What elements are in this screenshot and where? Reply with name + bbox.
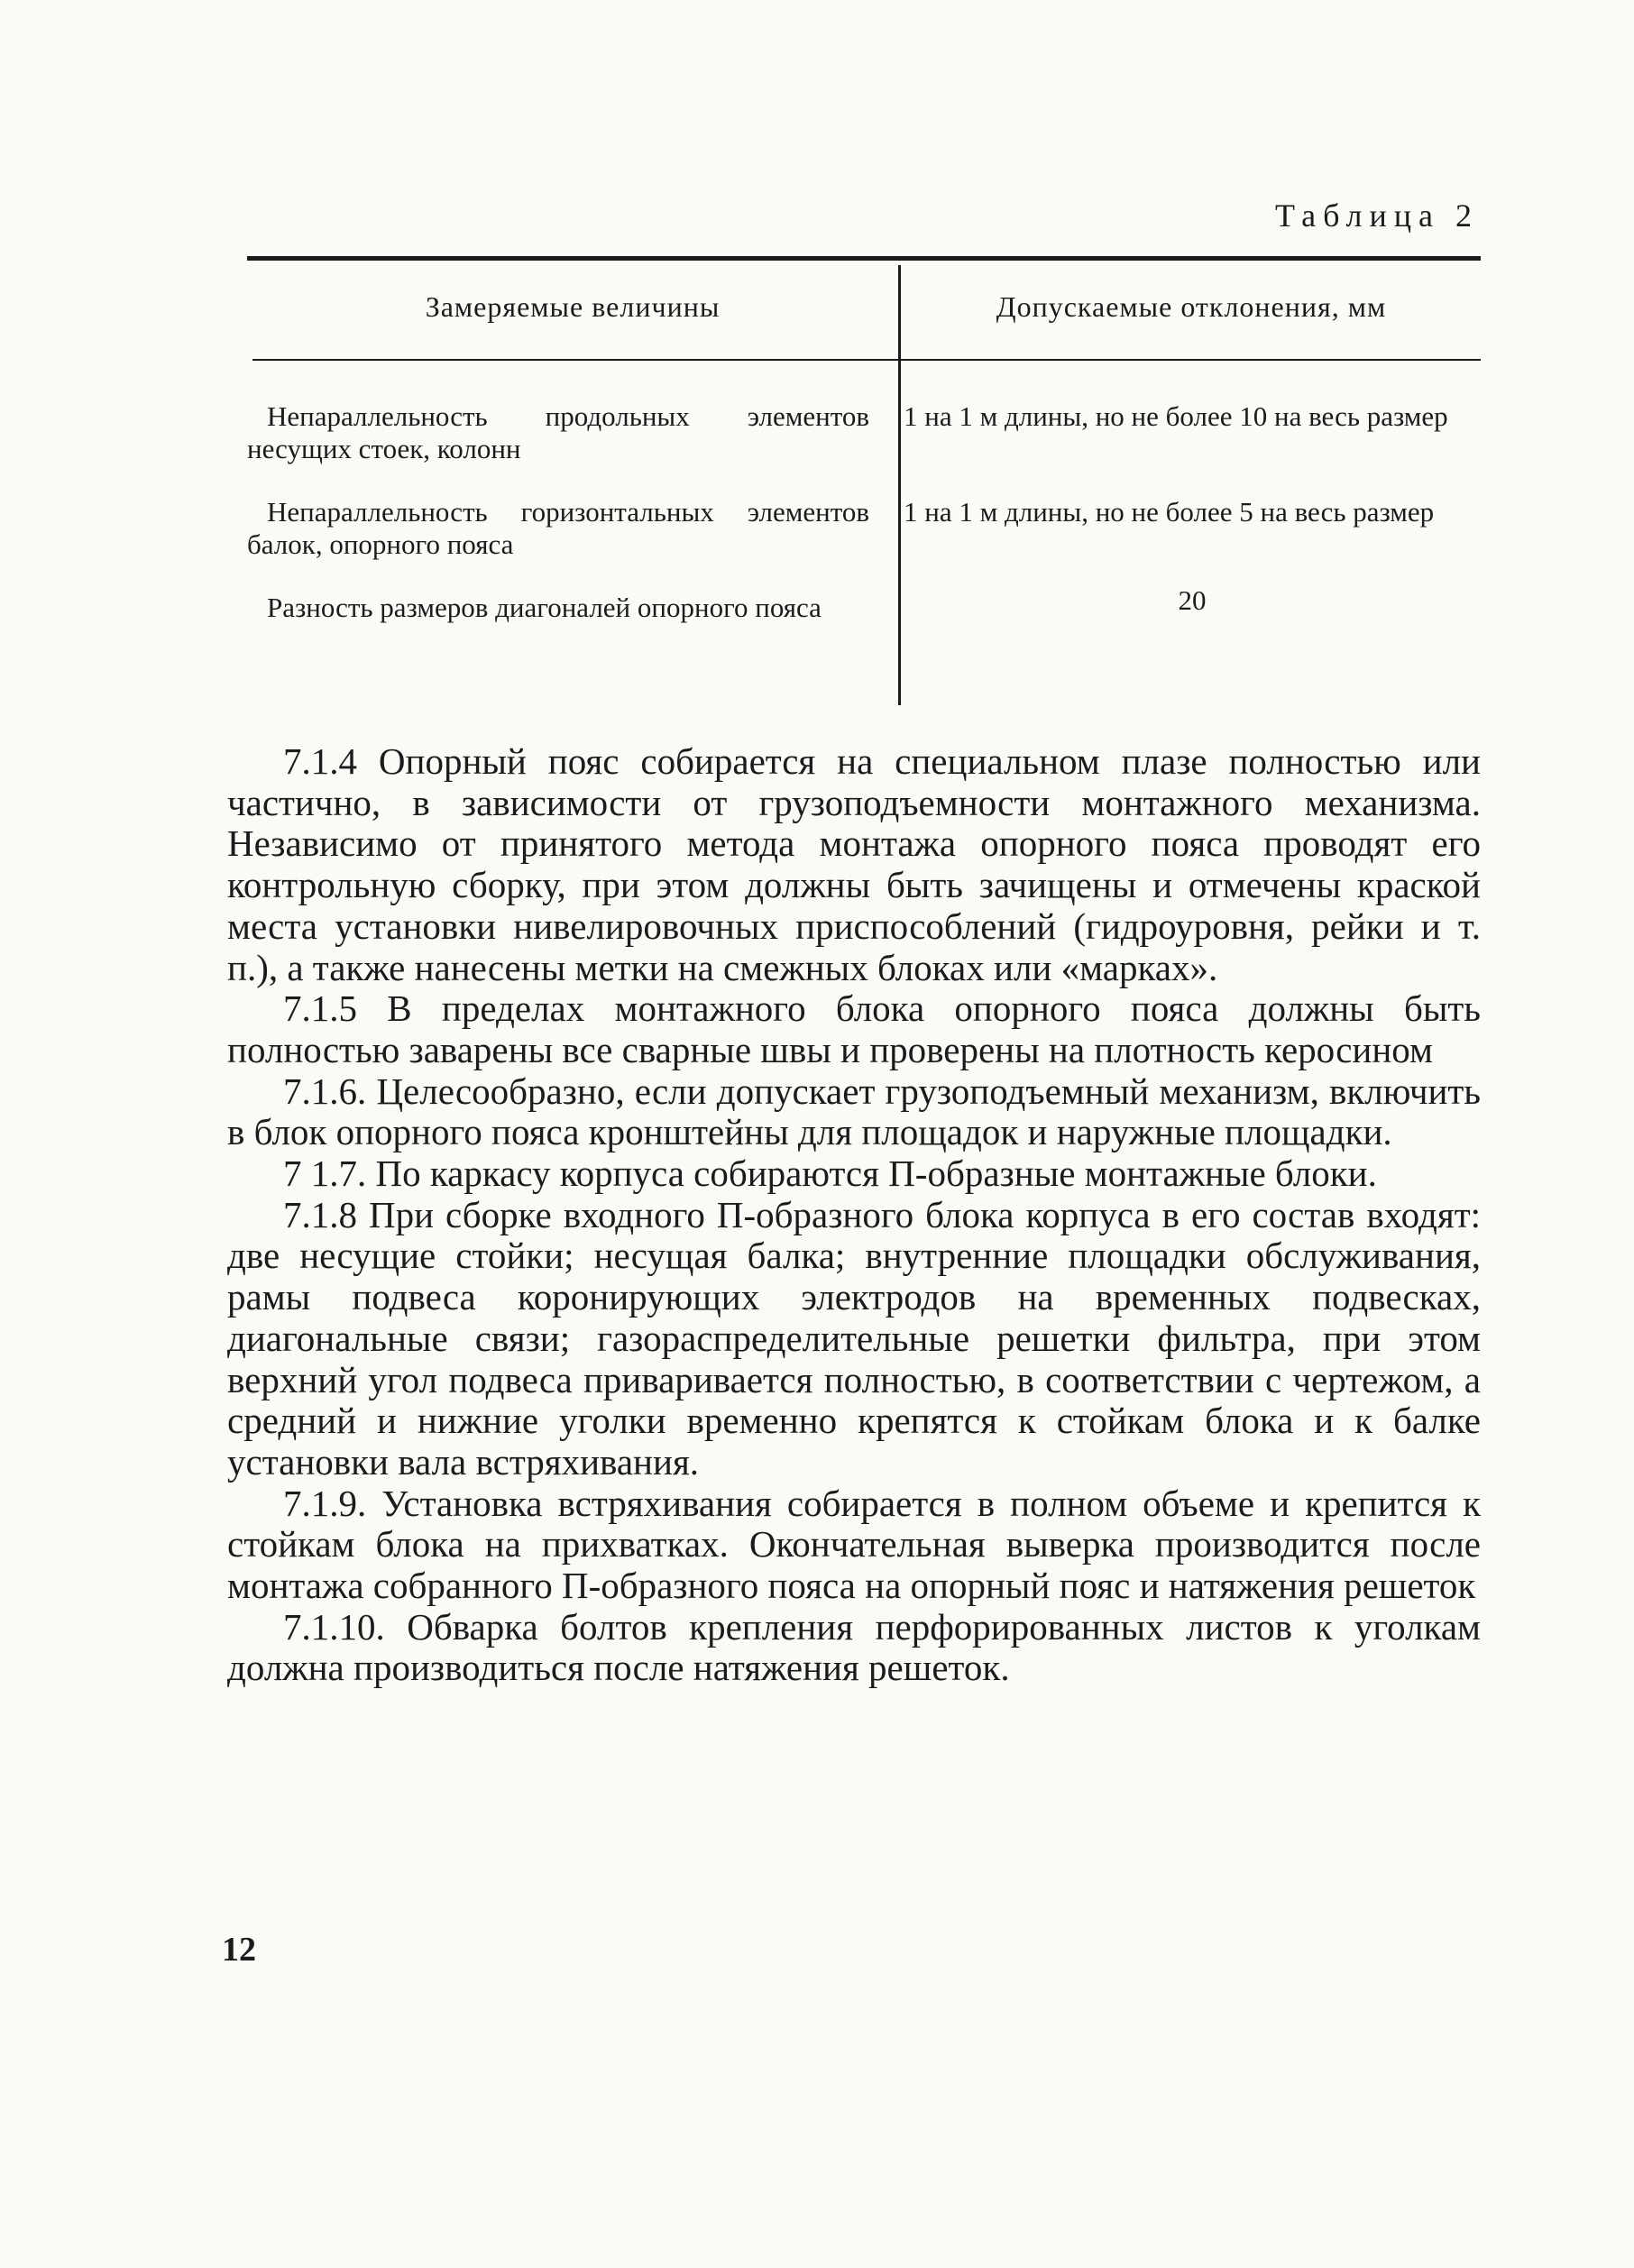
paragraph-7-1-5: 7.1.5 В пределах монтажного блока опорного пояса должны быть полностью заварены все сварные швы и проверены на плотность керосином bbox=[227, 987, 1481, 1070]
paragraph-7-1-6: 7.1.6. Целесообразно, если допускает грузоподъемный механизм, включить в блок опорного пояса кронштейны для площадок и наружные площадки. bbox=[227, 1070, 1481, 1153]
table-header-measured: Замеряемые величины bbox=[425, 290, 721, 323]
table-header-tolerance: Допускаемые отклонения, мм bbox=[996, 290, 1387, 323]
table-top-rule bbox=[247, 256, 1481, 261]
paragraph-7-1-8: 7.1.8 При сборке входного П-образного блока корпуса в его состав входят: две несущие стойки; несущая балка; внутренние площадки обслуживания, рамы подвеса коронирующих электродов на временных подвесках, диагональные связи; газораспределительные решетки фильтра, при этом верхний угол подвеса приваривается полностью, в соответствии с чертежом, а средний и нижние уголки временно крепятся к стойкам блока и к балке установки вала встряхивания. bbox=[227, 1193, 1481, 1483]
table-row-1-tolerance: 1 на 1 м длины, но не более 10 на весь размер bbox=[904, 400, 1448, 432]
paragraph-7-1-4: 7.1.4 Опорный пояс собирается на специальном плазе полностью или частично, в зависимости от грузоподъемности монтажного механизма. Независимо от принятого метода монтажа опорного пояса проводят его контрольную сборку, при этом должны быть зачищены и отмечены краской места установки нивелировочных приспособлений (гидроуровня, рейки и т. п.), а также нанесены метки на смежных блоках или «марках». bbox=[227, 740, 1481, 988]
paragraph-7-1-9: 7.1.9. Установка встряхивания собирается в полном объеме и крепится к стойкам блока на прихватках. Окончательная выверка производится после монтажа собранного П-образного пояса на опорный пояс и натяжения решеток bbox=[227, 1482, 1481, 1607]
table-header-rule bbox=[252, 359, 1481, 361]
paragraph-7-1-7: 7 1.7. По каркасу корпуса собираются П-образные монтажные блоки. bbox=[283, 1152, 1377, 1195]
tolerance-table bbox=[247, 256, 1481, 705]
body-text bbox=[227, 741, 1481, 1689]
page-number: 12 bbox=[222, 1931, 256, 1969]
table-row-2-tolerance: 1 на 1 м длины, но не более 5 на весь размер bbox=[904, 496, 1435, 528]
table-row-3-measured: Разность размеров диагоналей опорного пояса bbox=[267, 592, 822, 623]
table-column-divider bbox=[898, 265, 901, 705]
table-row-2-measured: Непараллельность горизонтальных элементов балок, опорного пояса bbox=[247, 496, 869, 560]
paragraph-7-1-10: 7.1.10. Обварка болтов крепления перфорированных листов к уголкам должна производиться после натяжения решеток. bbox=[227, 1605, 1481, 1689]
table-row-3-tolerance: 20 bbox=[1178, 584, 1207, 616]
table-caption: Таблица 2 bbox=[1275, 197, 1479, 234]
table-row-1-measured: Непараллельность продольных элементов несущих стоек, колонн bbox=[247, 400, 869, 464]
